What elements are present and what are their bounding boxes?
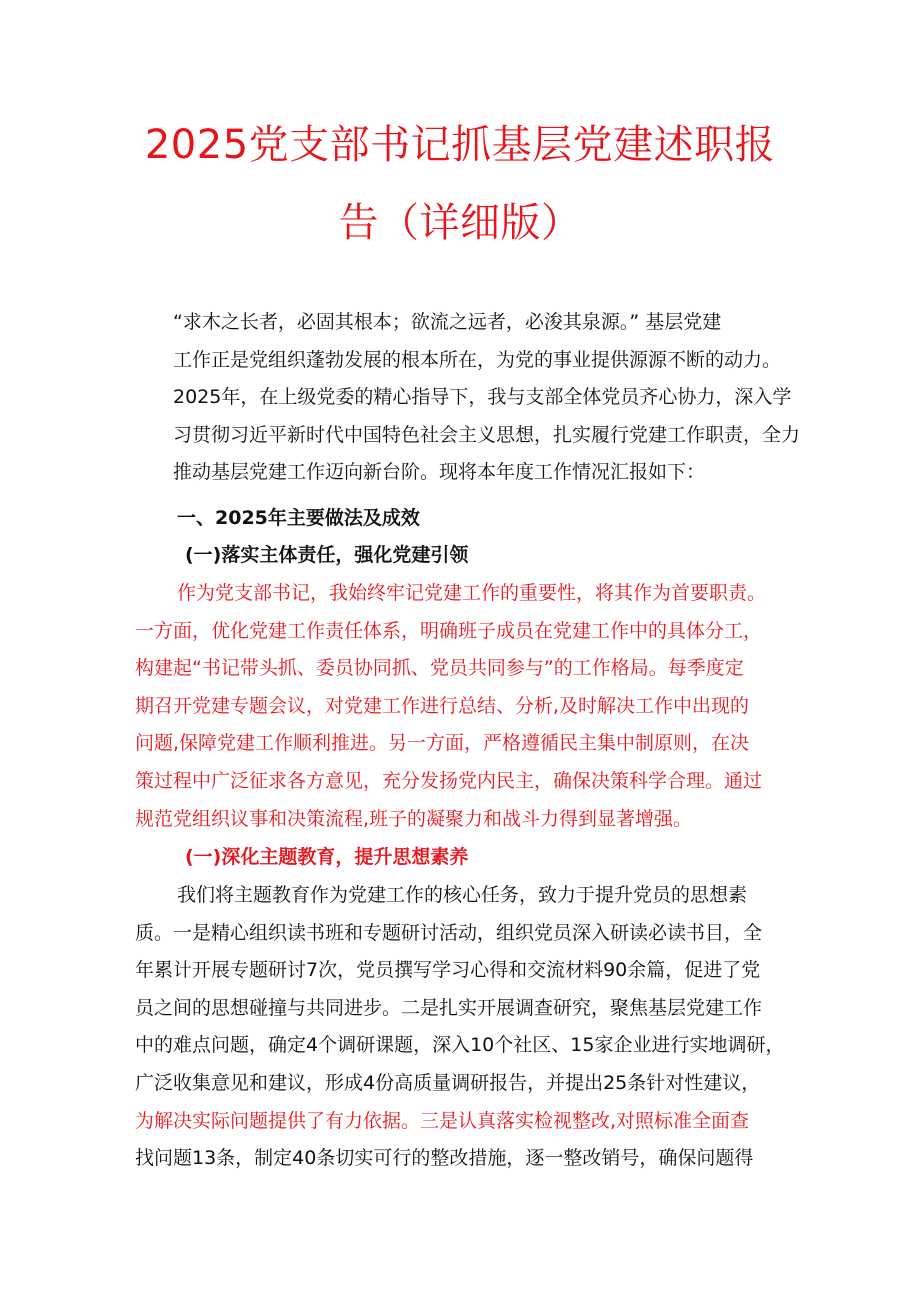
paragraph-line: 策过程中广泛征求各方意见，充分发扬党内民主，确保决策科学合理。通过 <box>135 769 763 792</box>
paragraph-line: 我们将主题教育作为党建工作的核心任务，致力于提升党员的思想素 <box>177 884 748 906</box>
paragraph-line: 年累计开展专题研讨7次，党员撰写学习心得和交流材料90余篇，促进了党 <box>135 959 761 982</box>
subsection-2-paragraph <box>135 877 795 1178</box>
paragraph-line: 一方面，优化党建工作责任体系，明确班子成员在党建工作中的具体分工， <box>135 619 763 642</box>
intro-paragraph <box>135 304 801 492</box>
paragraph-line: 广泛收集意见和建议，形成4份高质量调研报告，并提出25条针对性建议， <box>135 1071 761 1094</box>
intro-line: 工作正是党组织蓬勃发展的根本所在，为党的事业提供源源不断的动力。 <box>173 348 782 371</box>
subsection-heading-1: (一)落实主体责任，强化党建引领 <box>185 544 469 566</box>
intro-line: 2025年，在上级党委的精心指导下，我与支部全体党员齐心协力，深入学 <box>173 386 792 409</box>
paragraph-line: 找问题13条，制定40条切实可行的整改措施，逐一整改销号，确保问题得 <box>135 1147 754 1170</box>
subsection-1-paragraph <box>135 575 795 838</box>
paragraph-line: 期召开党建专题会议，对党建工作进行总结、分析,及时解决工作中出现的 <box>135 694 750 717</box>
paragraph-line: 规范党组织议事和决策流程,班子的凝聚力和战斗力得到显著增强。 <box>135 807 693 830</box>
document-title-line-2: 告（详细版） <box>338 200 582 246</box>
paragraph-line: 中的难点问题，确定4个调研课题，深入10个社区、15家企业进行实地调研， <box>135 1034 785 1057</box>
paragraph-line: 员之间的思想碰撞与共同进步。二是扎实开展调查研究，聚焦基层党建工作 <box>135 996 763 1019</box>
intro-line: 习贯彻习近平新时代中国特色社会主义思想，扎实履行党建工作职责，全力 <box>173 423 801 446</box>
paragraph-line: 问题,保障党建工作顺利推进。另一方面，严格遵循民主集中制原则，在决 <box>135 732 750 755</box>
paragraph-line: 作为党支部书记，我始终牢记党建工作的重要性，将其作为首要职责。 <box>177 582 767 604</box>
intro-line: 推动基层党建工作迈向新台阶。现将本年度工作情况汇报如下： <box>173 461 706 484</box>
paragraph-line: 构建起“书记带头抓、委员协同抓、党员共同参与”的工作格局。每季度定 <box>135 657 744 680</box>
paragraph-line: 为解决实际问题提供了有力依据。三是认真落实检视整改,对照标准全面查 <box>135 1109 750 1132</box>
paragraph-line: 质。一是精心组织读书班和专题研讨活动，组织党员深入研读必读书目，全 <box>135 921 763 944</box>
intro-line: “求木之长者，必固其根本；欲流之远者，必浚其泉源。” 基层党建 <box>173 311 722 333</box>
section-heading-1: 一、2025年主要做法及成效 <box>177 507 420 529</box>
subsection-heading-2: (一)深化主题教育，提升思想素养 <box>185 846 469 868</box>
document-title-line-1: 2025党支部书记抓基层党建述职报 <box>144 122 776 168</box>
